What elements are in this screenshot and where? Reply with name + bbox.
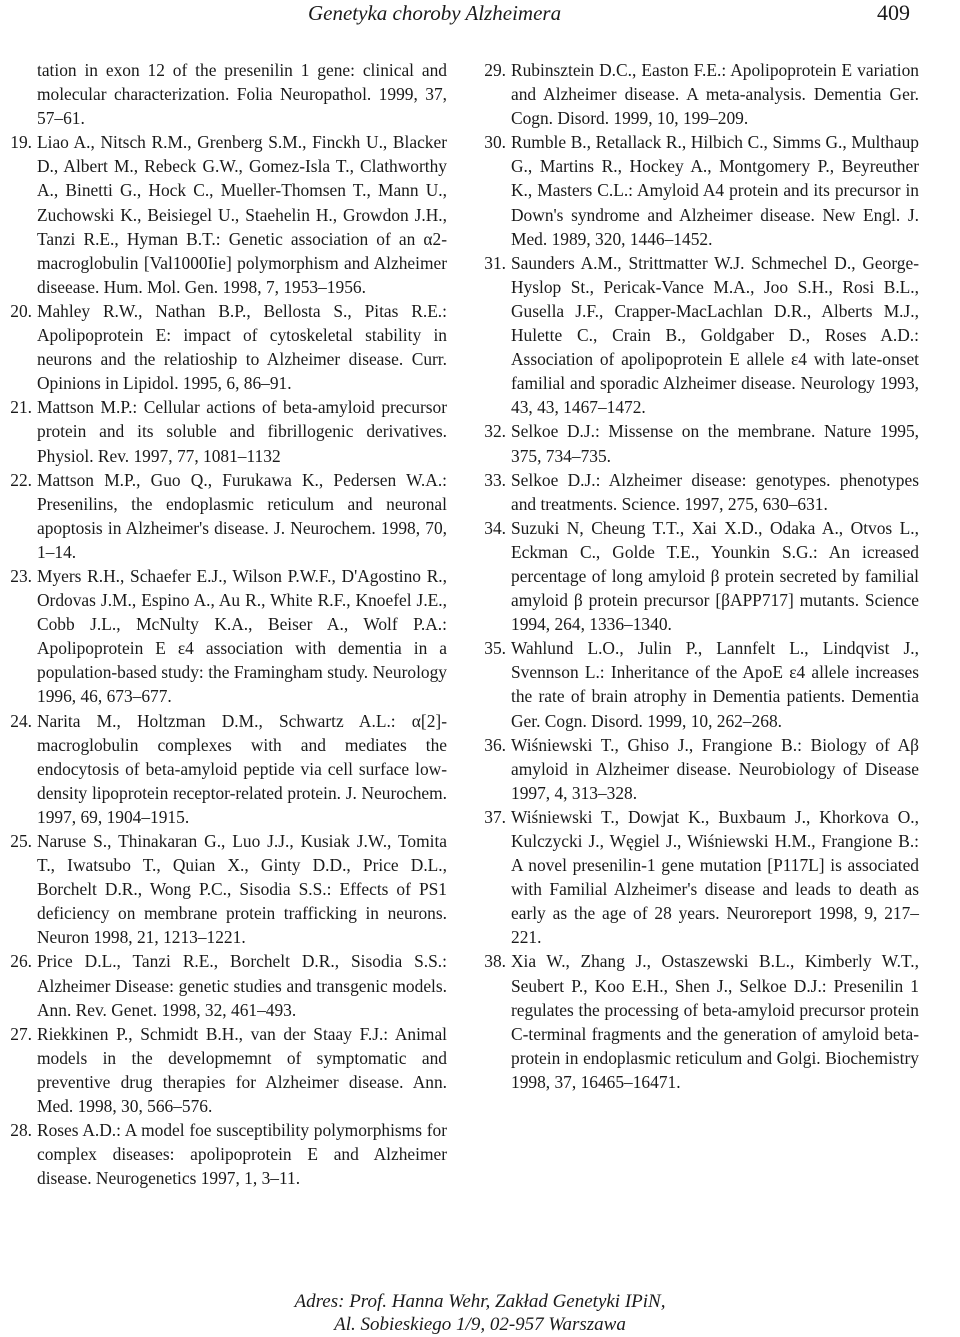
reference-text: Riekkinen P., Schmidt B.H., van der Staay F.J.: Animal models in the developmemnt of symptomatic and preventive drug therapies for Alzheimer disease. Ann. Med. 1998, 30, 566–576.: [37, 1023, 447, 1117]
running-title: Genetyka choroby Alzheimera: [308, 1, 562, 25]
reference-item: [469, 516, 939, 636]
reference-number: 24.: [10, 710, 32, 731]
reference-text: Narita M., Holtzman D.M., Schwartz A.L.: α[2]-macroglobulin complexes with and mediates the endocytosis of beta-amyloid peptide via cell surface low-density lipoprotein receptor-related protein. J. Neurochem. 1997, 69, 1904–1915.: [37, 710, 447, 827]
reference-item: [0, 829, 482, 949]
page-header: [0, 0, 960, 40]
reference-item: [0, 564, 482, 709]
page-number: 409: [877, 0, 910, 25]
author-address: [200, 1290, 760, 1336]
reference-item: [469, 949, 939, 1094]
reference-number: 33.: [484, 469, 506, 490]
reference-item: [469, 419, 939, 467]
reference-item: [469, 251, 939, 420]
reference-text: Rubinsztein D.C., Easton F.E.: Apolipoprotein E variation and Alzheimer disease. A meta-analysis. Dementia Ger. Cogn. Disord. 1999, 10, 199–209.: [511, 60, 919, 129]
reference-text: Mahley R.W., Nathan B.P., Bellosta S., Pitas R.E.: Apolipoprotein E: impact of cytoskeletal stability in neurons and the relatioship to Alzheimer disease. Curr. Opinions in Lipidol. 1995, 6, 86–91.: [37, 300, 447, 394]
address-line-1: Adres: Prof. Hanna Wehr, Zakład Genetyki IPiN,: [294, 1291, 666, 1312]
reference-text: Xia W., Zhang J., Ostaszewski B.L., Kimberly W.T., Seubert P., Koo E.H., Shen J., Selkoe D.J.: Presenilin 1 regulates the processing of beta-amyloid precursor protein C-terminal fragments and the generation of amyloid beta-protein in endoplasmic reticulum and Golgi. Biochemistry 1998, 37, 16465–16471.: [511, 951, 919, 1092]
reference-text: Selkoe D.J.: Alzheimer disease: genotypes. phenotypes and treatments. Science. 1997, 275, 630–631.: [511, 469, 919, 514]
reference-number: 36.: [484, 734, 506, 755]
reference-text: Mattson M.P., Guo Q., Furukawa K., Pedersen W.A.: Presenilins, the endoplasmic reticulum and neuronal apoptosis in Alzheimer's disease. J. Neurochem. 1998, 70, 1–14.: [37, 469, 447, 562]
reference-number: 23.: [10, 565, 32, 586]
reference-text: Selkoe D.J.: Missense on the membrane. Nature 1995, 375, 734–735.: [511, 421, 919, 466]
reference-item: [469, 636, 939, 732]
reference-text: tation in exon 12 of the presenilin 1 gene: clinical and molecular characterization. Folia Neuropathol. 1999, 37, 57–61.: [37, 60, 447, 129]
reference-number: 31.: [484, 252, 506, 273]
reference-item: [469, 733, 939, 805]
references-left-column: [0, 58, 482, 1190]
address-line-2: Al. Sobieskiego 1/9, 02-957 Warszawa: [334, 1314, 626, 1335]
reference-text: Mattson M.P.: Cellular actions of beta-amyloid precursor protein and its soluble and fibrillogenic derivatives. Physiol. Rev. 1997, 77, 1081–1132: [37, 397, 447, 466]
reference-number: 27.: [10, 1023, 32, 1044]
reference-text: Naruse S., Thinakaran G., Luo J.J., Kusiak J.W., Tomita T., Iwatsubo T., Quian X., Ginty D.D., Price D.L., Borchelt D.R., Wong P.C., Sisodia S.S.: Effects of PS1 deficiency on membrane protein trafficking in neurons. Neuron 1998, 21, 1213–1221.: [37, 831, 447, 948]
reference-number: [0, 58, 37, 130]
reference-number: 37.: [484, 806, 506, 827]
reference-number: 32.: [484, 421, 506, 442]
reference-number: 20.: [10, 300, 32, 321]
reference-number: 25.: [10, 831, 32, 851]
reference-number: 22.: [10, 469, 32, 490]
reference-item: [0, 1022, 482, 1118]
reference-number: 26.: [10, 951, 32, 972]
reference-item: [469, 468, 939, 516]
reference-item: [0, 468, 482, 564]
reference-text: Myers R.H., Schaefer E.J., Wilson P.W.F., D'Agostino R., Ordovas J.M., Espino A., Au R., White R.F., Knoefel J.E., Cobb J.L., McNulty K.A., Beiser A., Wolf P.A.: Apolipoprotein E ε4 association with dementia in a population-based study: the Framingham study. Neurology 1996, 46, 673–677.: [37, 565, 447, 707]
reference-text: Price D.L., Tanzi R.E., Borchelt D.R., Sisodia S.S.: Alzheimer Disease: genetic studies and transgenic models. Ann. Rev. Genet. 1998, 32, 461–493.: [37, 951, 447, 1020]
reference-number: 35.: [484, 638, 506, 659]
reference-number: 34.: [484, 517, 506, 538]
reference-item: [0, 299, 482, 395]
reference-text: Wahlund L.O., Julin P., Lannfelt L., Lindqvist J., Svennson L.: Inheritance of the ApoE ε4 allele increases the rate of brain atrophy in Dementia patients. Dementia Ger. Cogn. Disord. 1999, 10, 262–268.: [511, 638, 919, 731]
reference-item: [0, 58, 482, 130]
reference-number: 30.: [484, 132, 506, 153]
references-right-column: [469, 58, 939, 1094]
reference-number: 29.: [484, 60, 506, 80]
reference-text: Roses A.D.: A model foe susceptibility polymorphisms for complex diseases: apolipoprotein E and Alzheimer disease. Neurogenetics 1997, 1, 3–11.: [37, 1120, 447, 1189]
reference-number: 38.: [484, 951, 506, 972]
reference-item: [469, 805, 939, 950]
reference-number: 28.: [10, 1120, 32, 1141]
reference-text: Wiśniewski T., Ghiso J., Frangione B.: Biology of Aβ amyloid in Alzheimer disease. Neurobiology of Disease 1997, 4, 313–328.: [511, 734, 919, 803]
reference-item: [469, 130, 939, 250]
reference-text: Saunders A.M., Strittmatter W.J. Schmechel D., George-Hyslop St., Pericak-Vance M.A., Joo S.H., Rosi B.L., Gusella J.F., Crapper-MacLachlan D.R., Alberts M.J., Hulette C., Crain B., Goldgaber D., Roses A.D.: Association of apolipoprotein E allele ε4 with late-onset familial and sporadic Alzheimer disease. Neurology 1993, 43, 43, 1467–1472.: [511, 252, 919, 418]
reference-item: [0, 709, 482, 829]
reference-text: Wiśniewski T., Dowjat K., Buxbaum J., Khorkova O., Kulczycki J., Węgiel J., Wiśniewski H.M., Frangione B.: A novel presenilin-1 gene mutation [P117L] is associated with Familial Alzheimer's disease and leads to death as early as the age of 28 years. Neuroreport 1998, 9, 217–221.: [511, 806, 919, 948]
reference-text: Liao A., Nitsch R.M., Grenberg S.M., Finckh U., Blacker D., Albert M., Rebeck G.W., Gomez-Isla T., Clathworthy A., Binetti G., Hock C., Mueller-Thomsen T., Mann U., Zuchowski K., Beisiegel U., Staehelin H., Growdon J.H., Tanzi R.E., Hyman B.T.: Genetic association of an α2-macroglobulin [Val1000Iie] polymorphism and Alzheimer diseease. Hum. Mol. Gen. 1998, 7, 1953–1956.: [37, 132, 447, 297]
reference-item: [0, 1118, 482, 1190]
reference-text: Suzuki N, Cheung T.T., Xai X.D., Odaka A., Otvos L., Eckman C., Golde T.E., Younkin S.G.: An icreased percentage of long amyloid β protein secreted by familial amyloid β protein precursor [βAPP717] mutants. Science 1994, 264, 1336–1340.: [511, 517, 919, 635]
reference-number: 19.: [10, 132, 32, 153]
reference-item: [0, 130, 482, 299]
reference-number: 21.: [10, 397, 32, 418]
reference-text: Rumble B., Retallack R., Hilbich C., Simms G., Multhaup G., Martins R., Hockey A., Montgomery P., Beyreuther K., Masters C.L.: Amyloid A4 protein and its precursor in Down's syndrome and Alzheimer disease. New Engl. J. Med. 1989, 320, 1446–1452.: [511, 132, 919, 249]
reference-item: [0, 395, 482, 467]
reference-item: [0, 949, 482, 1021]
reference-item: [469, 58, 939, 130]
